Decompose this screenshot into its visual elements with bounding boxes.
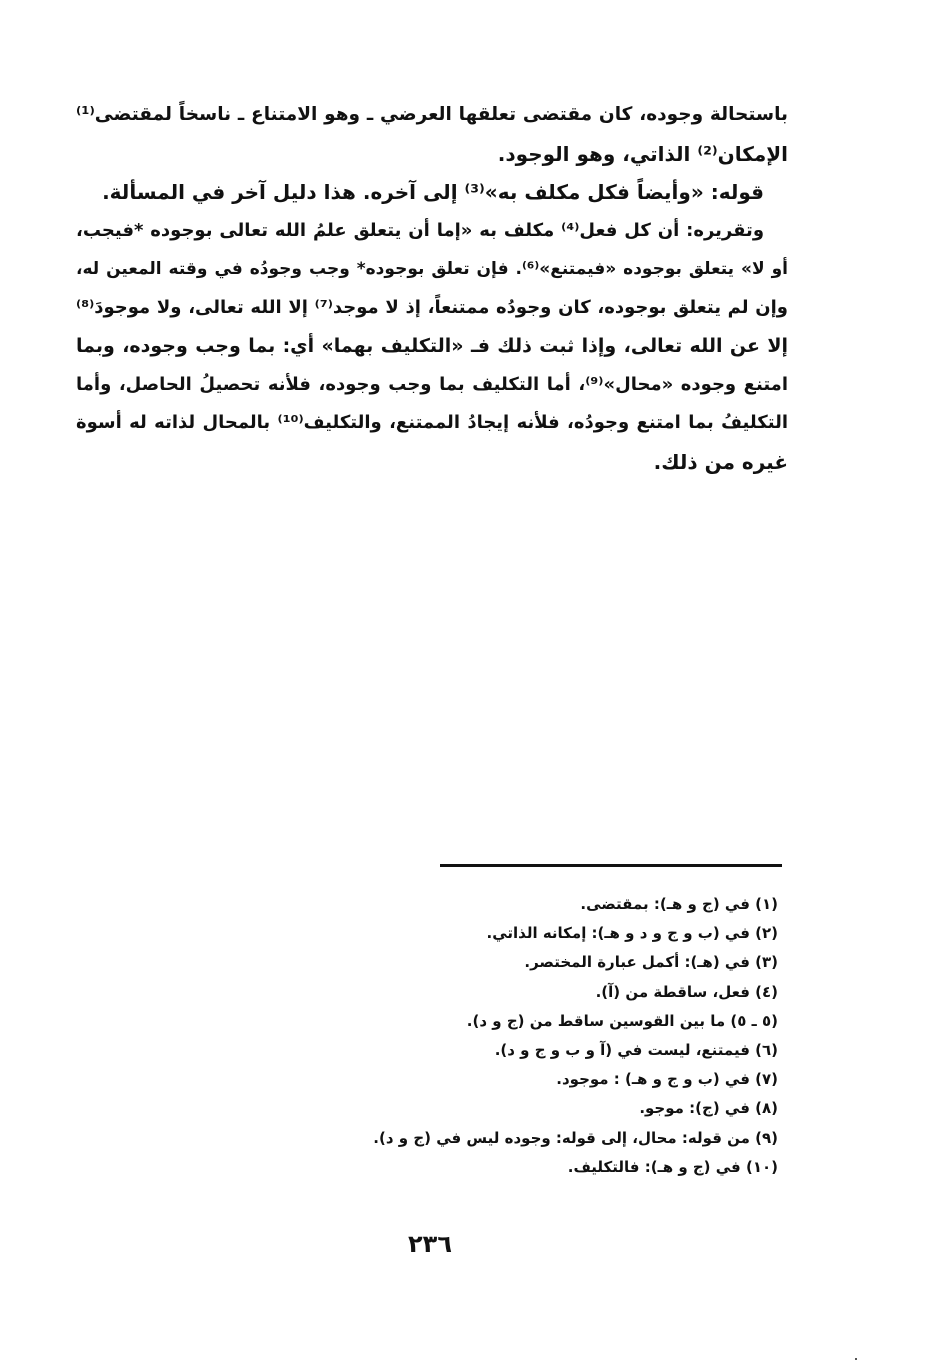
text-line: قوله: «وأيضاً فكل مكلف به»⁽³⁾ إلى آخره. هذا دليل آخر في المسألة. — [102, 180, 764, 204]
footnote-item: (٣) في (هـ): أكمل عبارة المختصر. — [524, 953, 778, 972]
text-line: غيره من ذلك. — [653, 449, 788, 474]
footnote-item: (٨) في (ج): موجو. — [639, 1099, 778, 1118]
footnote-item: (٩) من قوله: محال، إلى قوله: وجوده ليس في (ج و د). — [373, 1128, 778, 1147]
main-text-block — [76, 96, 788, 481]
text-line: الإمكان⁽²⁾ الذاتي، وهو الوجود. — [497, 141, 788, 166]
footnote-item: (٧) في (ب و ج و هـ) : موجود. — [556, 1070, 778, 1089]
footnote-item: (١) في (ج و هـ): بمقتضى. — [580, 895, 778, 913]
text-line: أو لا» يتعلق بوجوده «فيمتنع»⁽⁶⁾. فإن تعلق بوجوده* وجب وجودُه في وقته المعين له، — [76, 259, 788, 279]
text-line: باستحالة وجوده، كان مقتضى تعلقها العرضي ـ وهو الامتناع ـ ناسخاً لمقتضى⁽¹⁾ — [76, 104, 788, 125]
footnote-divider — [440, 864, 782, 867]
text-line: امتنع وجوده «محال»⁽⁹⁾، أما التكليف بما وجب وجوده، فلأنه تحصيلُ الحاصل، وأما — [76, 373, 788, 395]
page-number: ٢٣٦ — [408, 1230, 452, 1258]
text-line: التكليفُ بما امتنع وجودُه، فلأنه إيجادُ الممتنع، والتكليف⁽¹⁰⁾ بالمحال لذاته له أسوة — [76, 412, 788, 433]
footnote-item: (٤) فعل، ساقطة من (آ). — [595, 982, 778, 1001]
footnotes-block — [308, 890, 778, 1182]
footnote-item: (١٠) في (ج و هـ): فالتكليف. — [567, 1157, 778, 1176]
scan-speck — [855, 1358, 857, 1360]
text-line: وتقريره: أن كل فعل⁽⁴⁾ مكلف به «إما أن يتعلق علمُ الله تعالى بوجوده *فيجب، — [76, 219, 765, 241]
text-line: وإن لم يتعلق بوجوده، كان وجودُه ممتنعاً، إذ لا موجد⁽⁷⁾ إلا الله تعالى، ولا موجودَ⁽⁸⁾ — [76, 296, 788, 318]
footnote-item: (٥ ـ ٥) ما بين القوسين ساقط من (ج و د). — [466, 1011, 778, 1030]
footnote-item: (٢) في (ب و ج و د و هـ): إمكانه الذاتي. — [486, 924, 778, 943]
text-line: إلا عن الله تعالى، وإذا ثبت ذلك فـ «التكليف بهما» أي: بما وجب وجوده، وبما — [76, 335, 788, 357]
footnote-item: (٦) فيمتنع، ليست في (آ و ب و ج و د). — [494, 1041, 778, 1060]
